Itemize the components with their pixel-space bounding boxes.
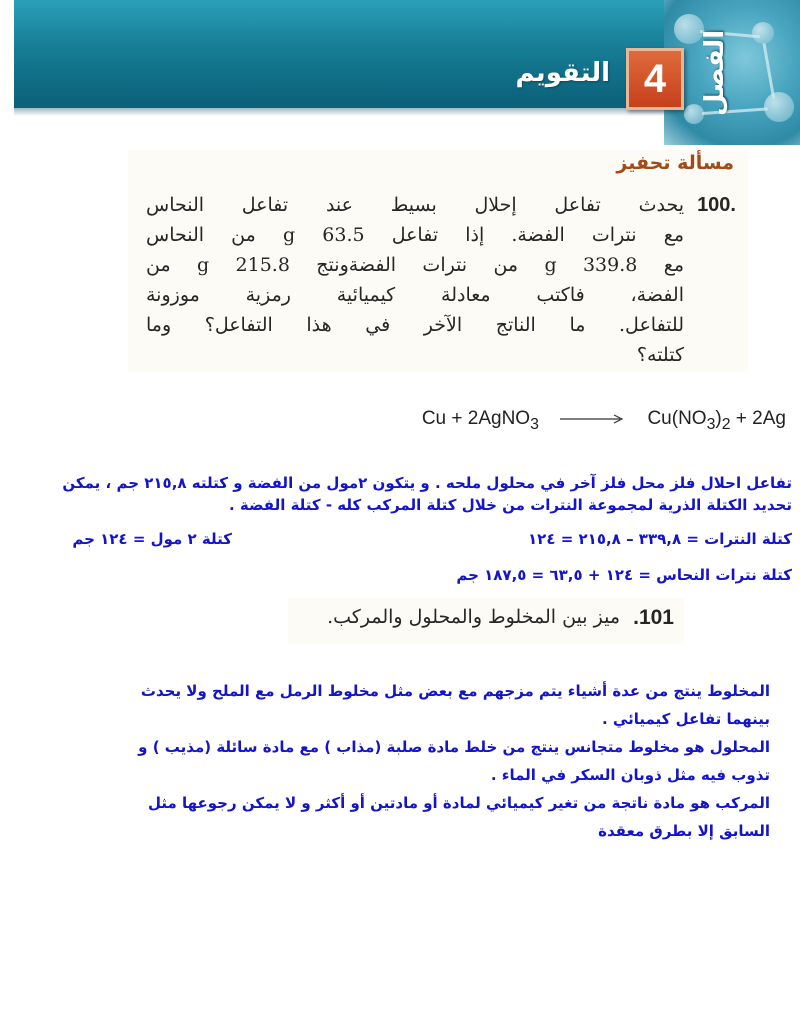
- molecule-decoration: [764, 92, 794, 122]
- answer-100-line: كتلة النترات = ٣٣٩,٨ – ٢١٥,٨ = ١٢٤: [528, 530, 792, 548]
- chapter-title: التقويم: [515, 58, 610, 88]
- equation-product-a: Cu(NO: [647, 408, 707, 429]
- banner-shadow: [14, 108, 664, 116]
- answer-101-line: السابق إلا بطرق معقدة: [598, 822, 770, 840]
- chapter-number-badge: 4: [626, 48, 684, 110]
- problem-101-panel: [288, 598, 684, 644]
- equation-product-b: + 2Ag: [730, 408, 786, 429]
- problem-line: مع نترات الفضة. إذا تفاعل 63.5 g من النحاس: [146, 224, 684, 246]
- chapter-side-label: الفصل: [700, 29, 730, 117]
- answer-100-line: كتلة ٢ مول = ١٢٤ جم: [72, 530, 232, 548]
- challenge-section-title: مسألة تحفيز: [616, 152, 734, 174]
- problem-100-number: 100.: [697, 194, 736, 216]
- problem-101-number: 101.: [633, 606, 674, 629]
- problem-line: للتفاعل. ما الناتج الآخر في هذا التفاعل؟ وما: [146, 314, 684, 336]
- equation-subscript: 3: [530, 415, 539, 433]
- answer-101-line: المخلوط ينتج من عدة أشياء يتم مزجهم مع بعض مثل مخلوط الرمل مع الملح ولا يحدث: [140, 682, 770, 700]
- equation-subscript: 2: [721, 415, 731, 433]
- reaction-arrow-icon: [560, 413, 626, 425]
- answer-101-line: المركب هو مادة ناتجة من تغير كيميائي لمادة أو مادتين أو أكثر و لا يمكن رجوعها مثل: [147, 794, 770, 812]
- answer-100-line: تحديد الكتلة الذرية لمجموعة النترات من خلال كتلة المركب كله - كتلة الفضة .: [228, 496, 792, 514]
- molecule-decoration: [752, 22, 774, 44]
- problem-line: يحدث تفاعل إحلال بسيط عند تفاعل النحاس: [146, 194, 684, 216]
- problem-line: مع 339.8 g من نترات الفضةونتج 215.8 g من: [146, 254, 685, 276]
- equation-reactants: Cu + 2AgNO: [421, 408, 531, 429]
- problem-line: الفضة، فاكتب معادلة كيميائية رمزية موزونة: [146, 284, 684, 306]
- answer-100-line: كتلة نترات النحاس = ١٢٤ + ٦٣,٥ = ١٨٧,٥ جم: [456, 566, 792, 584]
- answer-100-line: تفاعل احلال فلز محل فلز آخر في محلول ملحه . و يتكون ٢مول من الفضة و كتلته ٢١٥,٨ جم ، يمكن: [62, 474, 792, 492]
- problem-line: كتلته؟: [636, 344, 684, 366]
- problem-100-text: [146, 190, 736, 370]
- answer-101-line: بينهما تفاعل كيميائي .: [602, 710, 770, 728]
- answer-101-line: تذوب فيه مثل ذوبان السكر في الماء .: [490, 766, 770, 784]
- chemical-equation: [422, 408, 786, 434]
- problem-101-text: ميز بين المخلوط والمحلول والمركب.: [327, 606, 620, 628]
- equation-product-paren: ): [715, 408, 722, 429]
- answer-101-line: المحلول هو مخلوط متجانس ينتج من خلط مادة صلبة (مذاب ) مع مادة سائلة (مذيب ) و: [138, 738, 770, 756]
- equation-subscript: 3: [706, 415, 716, 433]
- chapter-banner: [14, 0, 664, 112]
- bond-decoration: [763, 43, 776, 99]
